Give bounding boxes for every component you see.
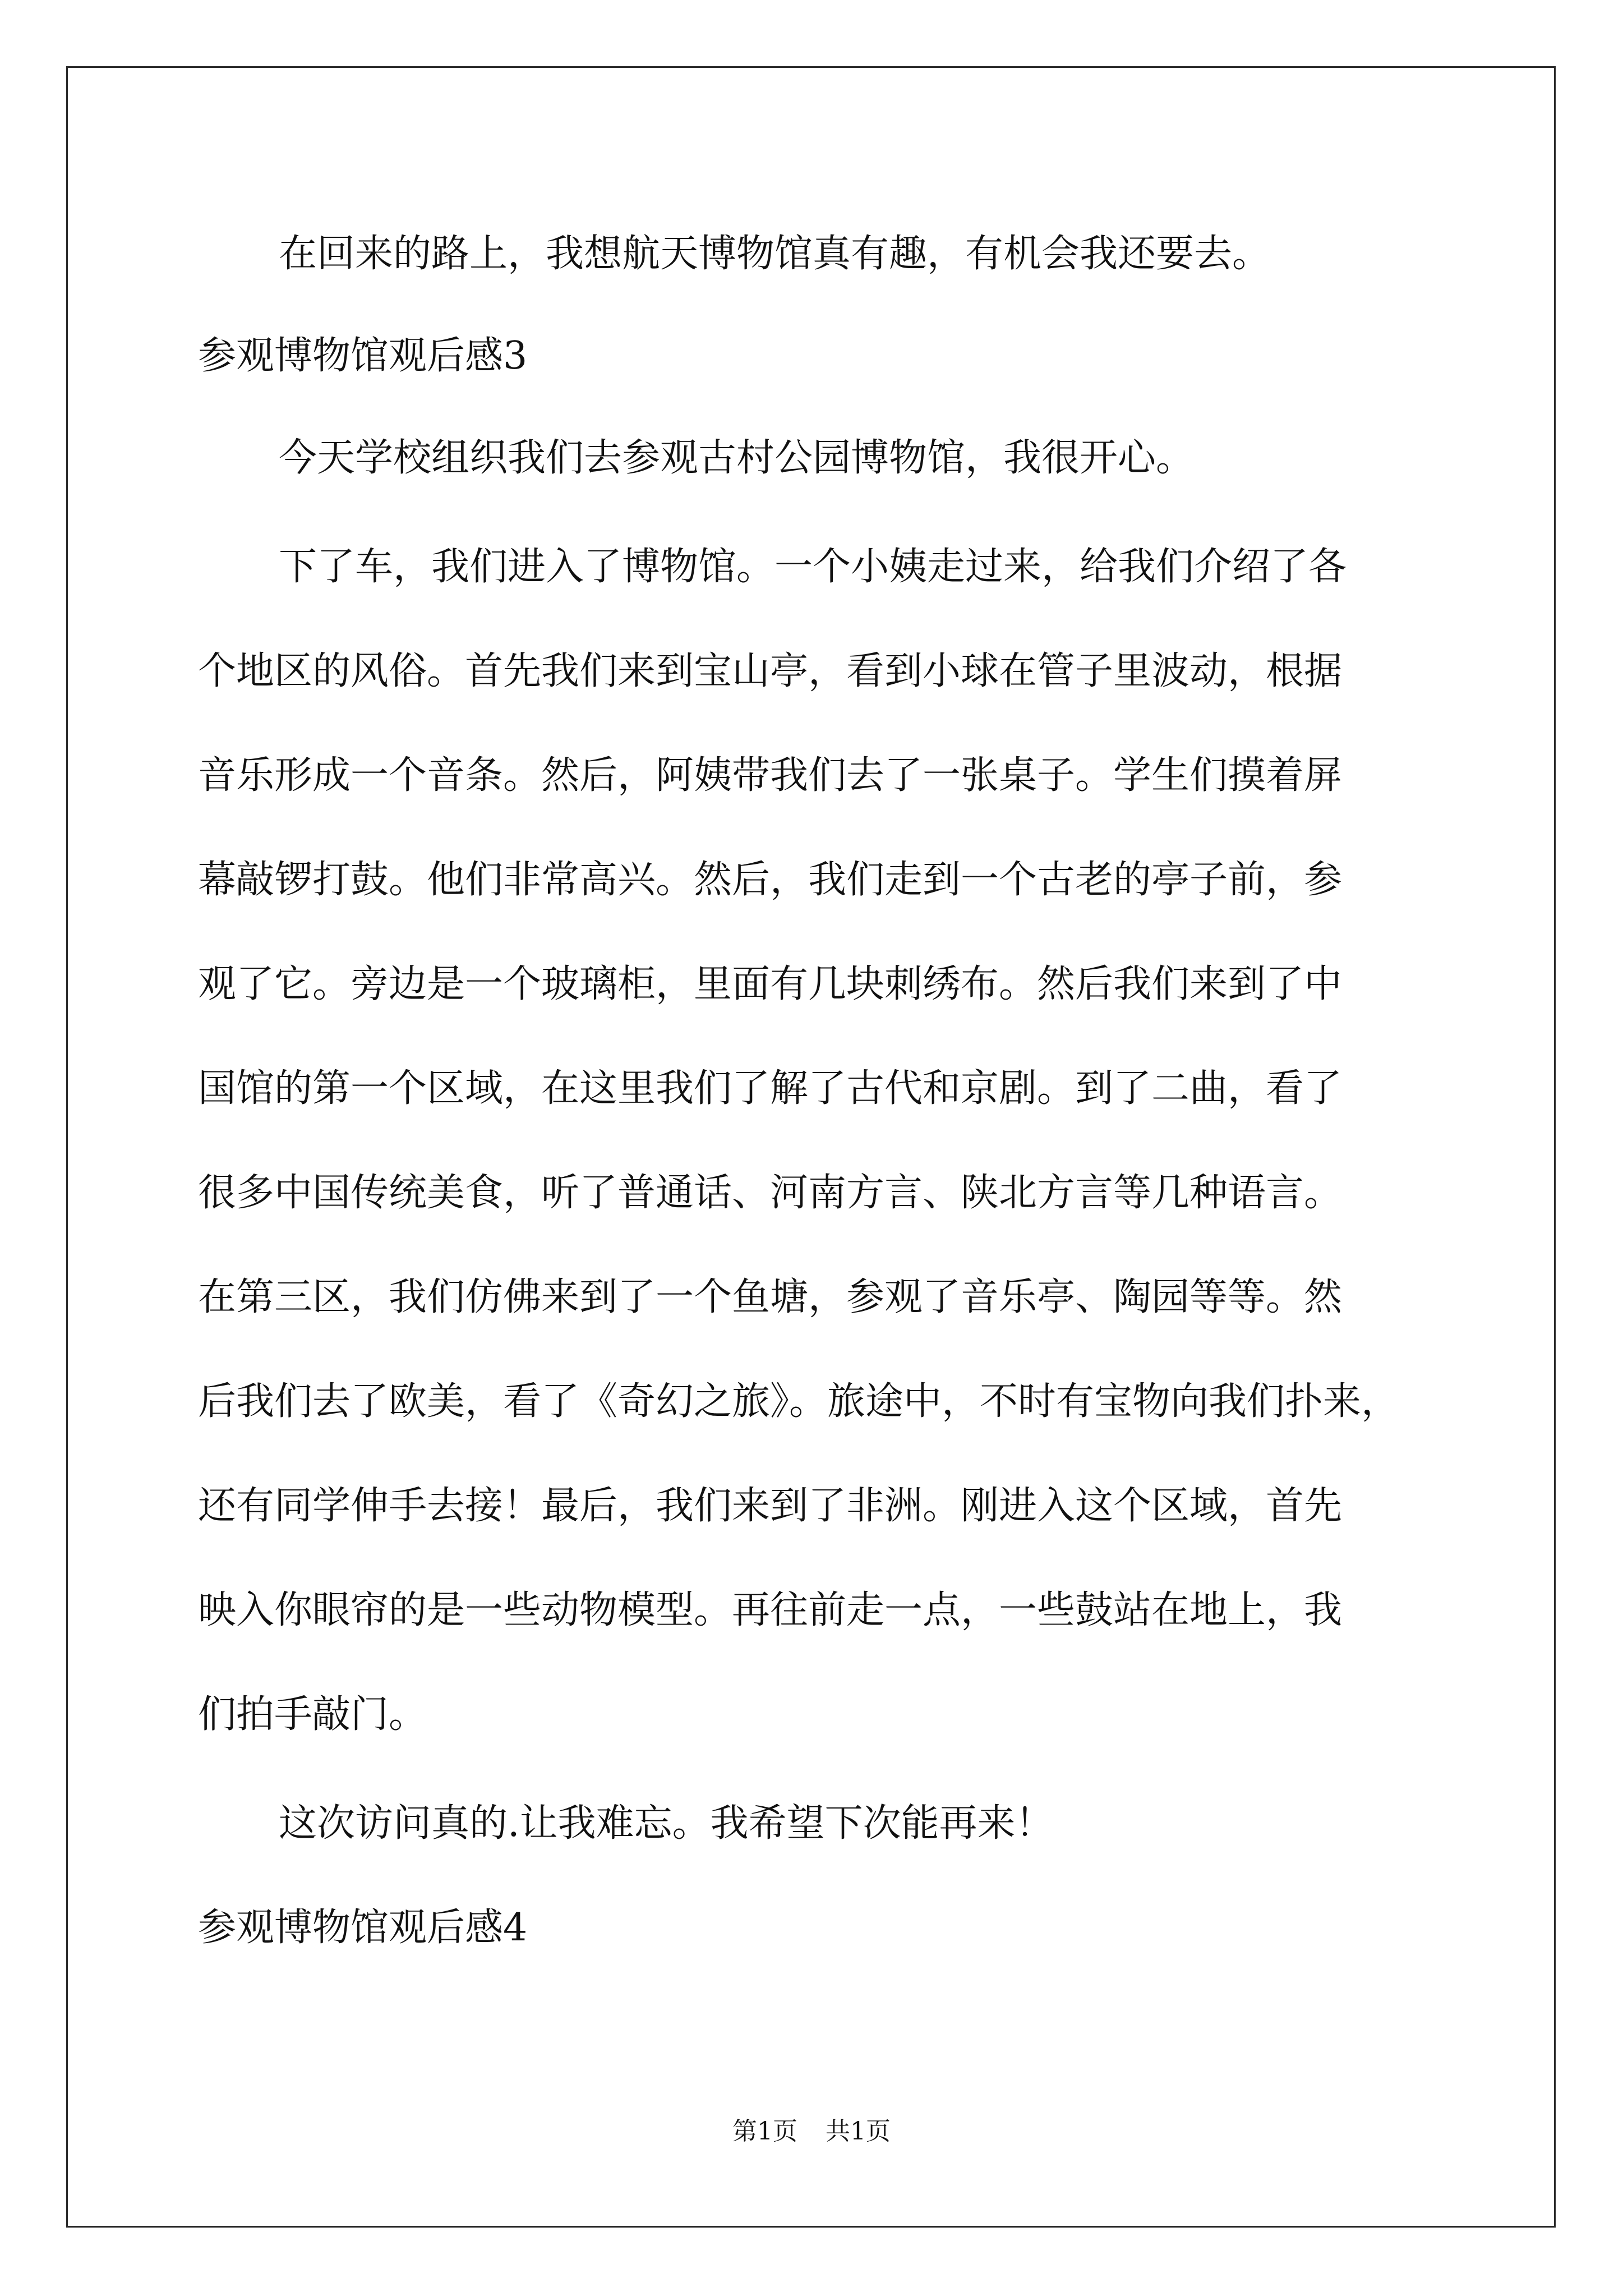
paragraph-line: 音乐形成一个音条。然后，阿姨带我们去了一张桌子。学生们摸着屏 (198, 753, 1343, 798)
paragraph-line: 在第三区，我们仿佛来到了一个鱼塘，参观了音乐亭、陶园等等。然 (198, 1275, 1343, 1319)
paragraph-line: 幕敲锣打鼓。他们非常高兴。然后，我们走到一个古老的亭子前，参 (198, 858, 1343, 902)
paragraph-line: 们拍手敲门。 (198, 1692, 427, 1737)
paragraph-line: 在回来的路上，我想航天博物馆真有趣，有机会我还要去。 (279, 232, 1271, 276)
paragraph-line: 观了它。旁边是一个玻璃柜，里面有几块刺绣布。然后我们来到了中 (198, 962, 1343, 1006)
page-number: 第1页 (732, 2117, 797, 2146)
paragraph-line: 下了车，我们进入了博物馆。一个小姨走过来，给我们介绍了各 (279, 545, 1347, 589)
paragraph-line: 个地区的风俗。首先我们来到宝山亭，看到小球在管子里波动，根据 (198, 649, 1343, 693)
paragraph-line: 很多中国传统美食，听了普通话、河南方言、陕北方言等几种语言。 (198, 1171, 1343, 1215)
paragraph-line: 还有同学伸手去接！最后，我们来到了非洲。刚进入这个区域，首先 (198, 1484, 1343, 1528)
paragraph-line: 这次访问真的.让我难忘。我希望下次能再来！ (279, 1801, 1054, 1846)
section-heading: 参观博物馆观后感3 (198, 334, 528, 378)
paragraph-line: 后我们去了欧美，看了《奇幻之旅》。旅途中，不时有宝物向我们扑来， (198, 1379, 1400, 1424)
section-heading: 参观博物馆观后感4 (198, 1906, 528, 1950)
page-total: 共1页 (826, 2117, 891, 2146)
page-footer (0, 2115, 1623, 2148)
paragraph-line: 国馆的第一个区域，在这里我们了解了古代和京剧。到了二曲，看了 (198, 1066, 1343, 1111)
paragraph-line: 映入你眼帘的是一些动物模型。再往前走一点，一些鼓站在地上，我 (198, 1588, 1343, 1632)
paragraph-line: 今天学校组织我们去参观古村公园博物馆，我很开心。 (279, 436, 1195, 480)
